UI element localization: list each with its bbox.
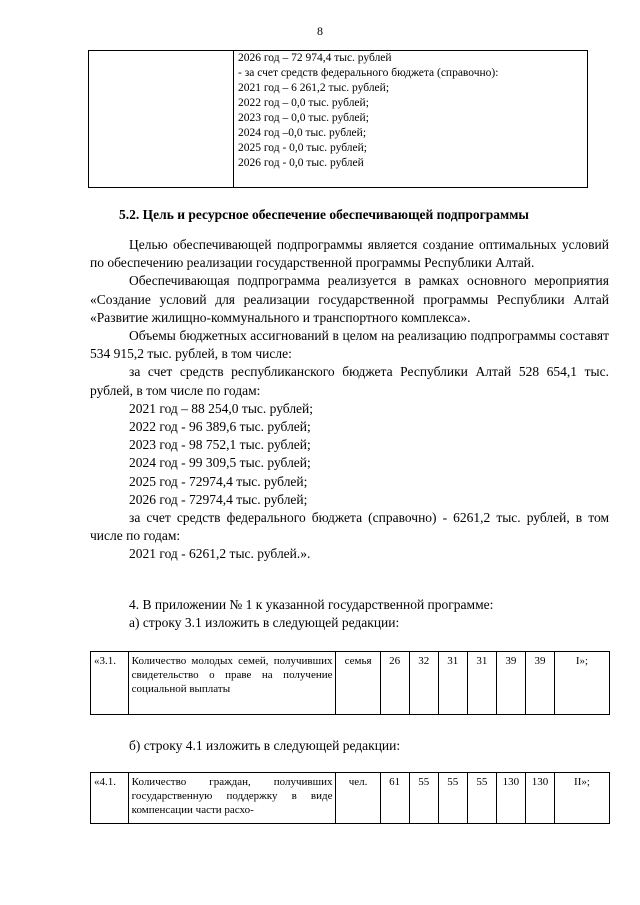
funding-line: 2026 год - 0,0 тыс. рублей bbox=[238, 157, 364, 169]
indicator-name: Количество молодых семей, получивших свидетельство о праве на получение социальной выплаты bbox=[128, 652, 336, 715]
year-line: 2021 год – 88 254,0 тыс. рублей; bbox=[129, 400, 314, 416]
year-line: 2023 год - 98 752,1 тыс. рублей; bbox=[129, 437, 311, 453]
value-cell: 31 bbox=[438, 652, 467, 715]
table-row bbox=[91, 652, 610, 715]
value-cell: 130 bbox=[496, 773, 525, 824]
value-cell: 32 bbox=[409, 652, 438, 715]
goal-paragraph: Целью обеспечивающей подпрограммы является создание оптимальных условий по обеспечению реализации государственной программы Республики Алтай. bbox=[90, 237, 609, 271]
value-cell: 130 bbox=[525, 773, 554, 824]
year-line: 2026 год - 72974,4 тыс. рублей; bbox=[129, 491, 308, 507]
unit-cell: семья bbox=[336, 652, 380, 715]
funding-line: 2026 год – 72 974,4 тыс. рублей bbox=[238, 52, 392, 64]
funding-line: 2023 год – 0,0 тыс. рублей; bbox=[238, 112, 369, 124]
republican-budget-paragraph: за счет средств республиканского бюджета Республики Алтай 528 654,1 тыс. рублей, в том числе по годам: bbox=[90, 364, 609, 398]
page-number: 8 bbox=[317, 24, 323, 38]
row-number: «4.1. bbox=[91, 773, 129, 824]
value-cell: 31 bbox=[467, 652, 496, 715]
indicator-row-4-1-table bbox=[90, 772, 610, 824]
funding-table-value-cell bbox=[234, 51, 588, 188]
value-cell: 39 bbox=[525, 652, 554, 715]
funding-line: 2025 год - 0,0 тыс. рублей; bbox=[238, 142, 367, 154]
value-cell: 61 bbox=[380, 773, 409, 824]
funding-table-continuation bbox=[88, 50, 588, 188]
amendment-b-label: б) строку 4.1 изложить в следующей редакции: bbox=[129, 738, 401, 753]
funding-line: 2021 год – 6 261,2 тыс. рублей; bbox=[238, 82, 390, 94]
section-heading: 5.2. Цель и ресурсное обеспечение обеспечивающей подпрограммы bbox=[119, 207, 529, 222]
federal-year-line: 2021 год - 6261,2 тыс. рублей.». bbox=[129, 546, 311, 562]
amendment-a-label: а) строку 3.1 изложить в следующей редакции: bbox=[129, 615, 400, 630]
level-cell: I»; bbox=[555, 652, 610, 715]
level-cell: II»; bbox=[555, 773, 610, 824]
year-line: 2022 год - 96 389,6 тыс. рублей; bbox=[129, 419, 311, 435]
value-cell: 55 bbox=[467, 773, 496, 824]
year-line: 2024 год - 99 309,5 тыс. рублей; bbox=[129, 455, 311, 471]
funding-table-label-cell bbox=[89, 51, 234, 188]
unit-cell: чел. bbox=[336, 773, 380, 824]
federal-budget-paragraph: за счет средств федерального бюджета (справочно) - 6261,2 тыс. рублей, в том числе по годам: bbox=[90, 510, 609, 544]
row-number: «3.1. bbox=[91, 652, 129, 715]
funding-line: 2024 год –0,0 тыс. рублей; bbox=[238, 127, 367, 139]
indicator-row-3-1-table bbox=[90, 651, 610, 715]
value-cell: 39 bbox=[496, 652, 525, 715]
table-row bbox=[91, 773, 610, 824]
section-body bbox=[90, 236, 609, 564]
implementation-paragraph: Обеспечивающая подпрограмма реализуется в рамках основного мероприятия «Создание условий для реализации государственной программы Республики Алтай «Развитие жилищно-коммунального и транспортного комплекса». bbox=[90, 273, 609, 325]
year-line: 2025 год - 72974,4 тыс. рублей; bbox=[129, 473, 308, 489]
funding-line: - за счет средств федерального бюджета (справочно): bbox=[238, 67, 499, 79]
value-cell: 55 bbox=[438, 773, 467, 824]
amendment-intro: 4. В приложении № 1 к указанной государственной программе: bbox=[129, 597, 494, 612]
indicator-name: Количество граждан, получивших государственную поддержку в виде компенсации части расхо- bbox=[128, 773, 336, 824]
value-cell: 26 bbox=[380, 652, 409, 715]
funding-line: 2022 год – 0,0 тыс. рублей; bbox=[238, 97, 369, 109]
budget-total-paragraph: Объемы бюджетных ассигнований в целом на реализацию подпрограммы составят 534 915,2 тыс. рублей, в том числе: bbox=[90, 328, 609, 362]
value-cell: 55 bbox=[409, 773, 438, 824]
